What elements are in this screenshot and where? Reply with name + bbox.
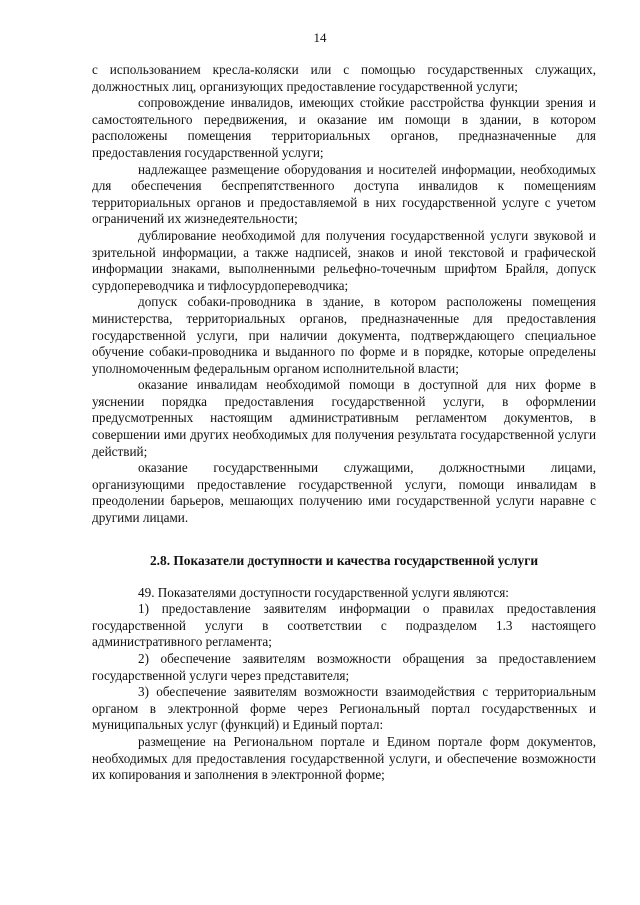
paragraph-equipment: надлежащее размещение оборудования и носителей информации, необходимых для обеспечения беспрепятственного доступа инвалидов к помещениям территориальных органов и предоставляемой в них государственной услуге с учетом ограничений их жизнедеятельности;: [92, 161, 596, 227]
paragraph-portal-forms: размещение на Региональном портале и Едином портале форм документов, необходимых для предоставления государственной услуги, и обеспечение возможности их копирования и заполнения в электронной форме;: [92, 733, 596, 783]
paragraph-duplication: дублирование необходимой для получения государственной услуги звуковой и зрительной информации, а также надписей, знаков и иной текстовой и графической информации знаками, выполненными рельефно-точечным шрифтом Брайля, допуск сурдопереводчика и тифлосурдопереводчика;: [92, 227, 596, 293]
paragraph-indicator-1: 1) предоставление заявителям информации о правилах предоставления государственной услуги в соответствии с подразделом 1.3 настоящего административного регламента;: [92, 601, 596, 650]
page-content: [92, 62, 596, 784]
paragraph-continuation: с использованием кресла-коляски или с помощью государственных служащих, должностных лиц, организующих предоставление государственной услуги;: [92, 62, 596, 94]
paragraph-assistance: оказание инвалидам необходимой помощи в доступной для них форме в уяснении порядка предоставления государственной услуги, в оформлении предусмотренных настоящим административным регламентом документов, в совершении ими других необходимых для получения результата государственной услуги действий;: [92, 377, 596, 459]
section-heading: 2.8. Показатели доступности и качества государственной услуги: [149, 552, 539, 568]
paragraph-indicator-3: 3) обеспечение заявителям возможности взаимодействия с территориальным органом в электронной форме через Региональный портал государственных и муниципальных услуг (функций) и Единый портал:: [92, 684, 596, 733]
paragraph-guide-dog: допуск собаки-проводника в здание, в котором расположены помещения министерства, территориальных органов, предназначенные для предоставления государственной услуги, при наличии документа, подтверждающего специальное обучение собаки-проводника и выданного по форме и в порядке, которые определены уполномоченным федеральным органом исполнительной власти;: [92, 294, 596, 376]
page-number: 14: [313, 30, 327, 45]
paragraph-indicator-2: 2) обеспечение заявителям возможности обращения за предоставлением государственной услуги через представителя;: [92, 651, 596, 683]
paragraph-barriers: оказание государственными служащими, должностными лицами, организующими предоставление государственной услуги, помощи инвалидам в преодолении барьеров, мешающих получению ими государственной услуги наравне с другими лицами.: [92, 460, 596, 526]
paragraph-indicators-intro: 49. Показателями доступности государственной услуги являются:: [138, 584, 509, 600]
paragraph-accompaniment: сопровождение инвалидов, имеющих стойкие расстройства функции зрения и самостоятельного передвижения, и оказание им помощи в здании, в котором расположены помещения территориальных органов, предназначенные для предоставления государственной услуги;: [92, 95, 596, 160]
